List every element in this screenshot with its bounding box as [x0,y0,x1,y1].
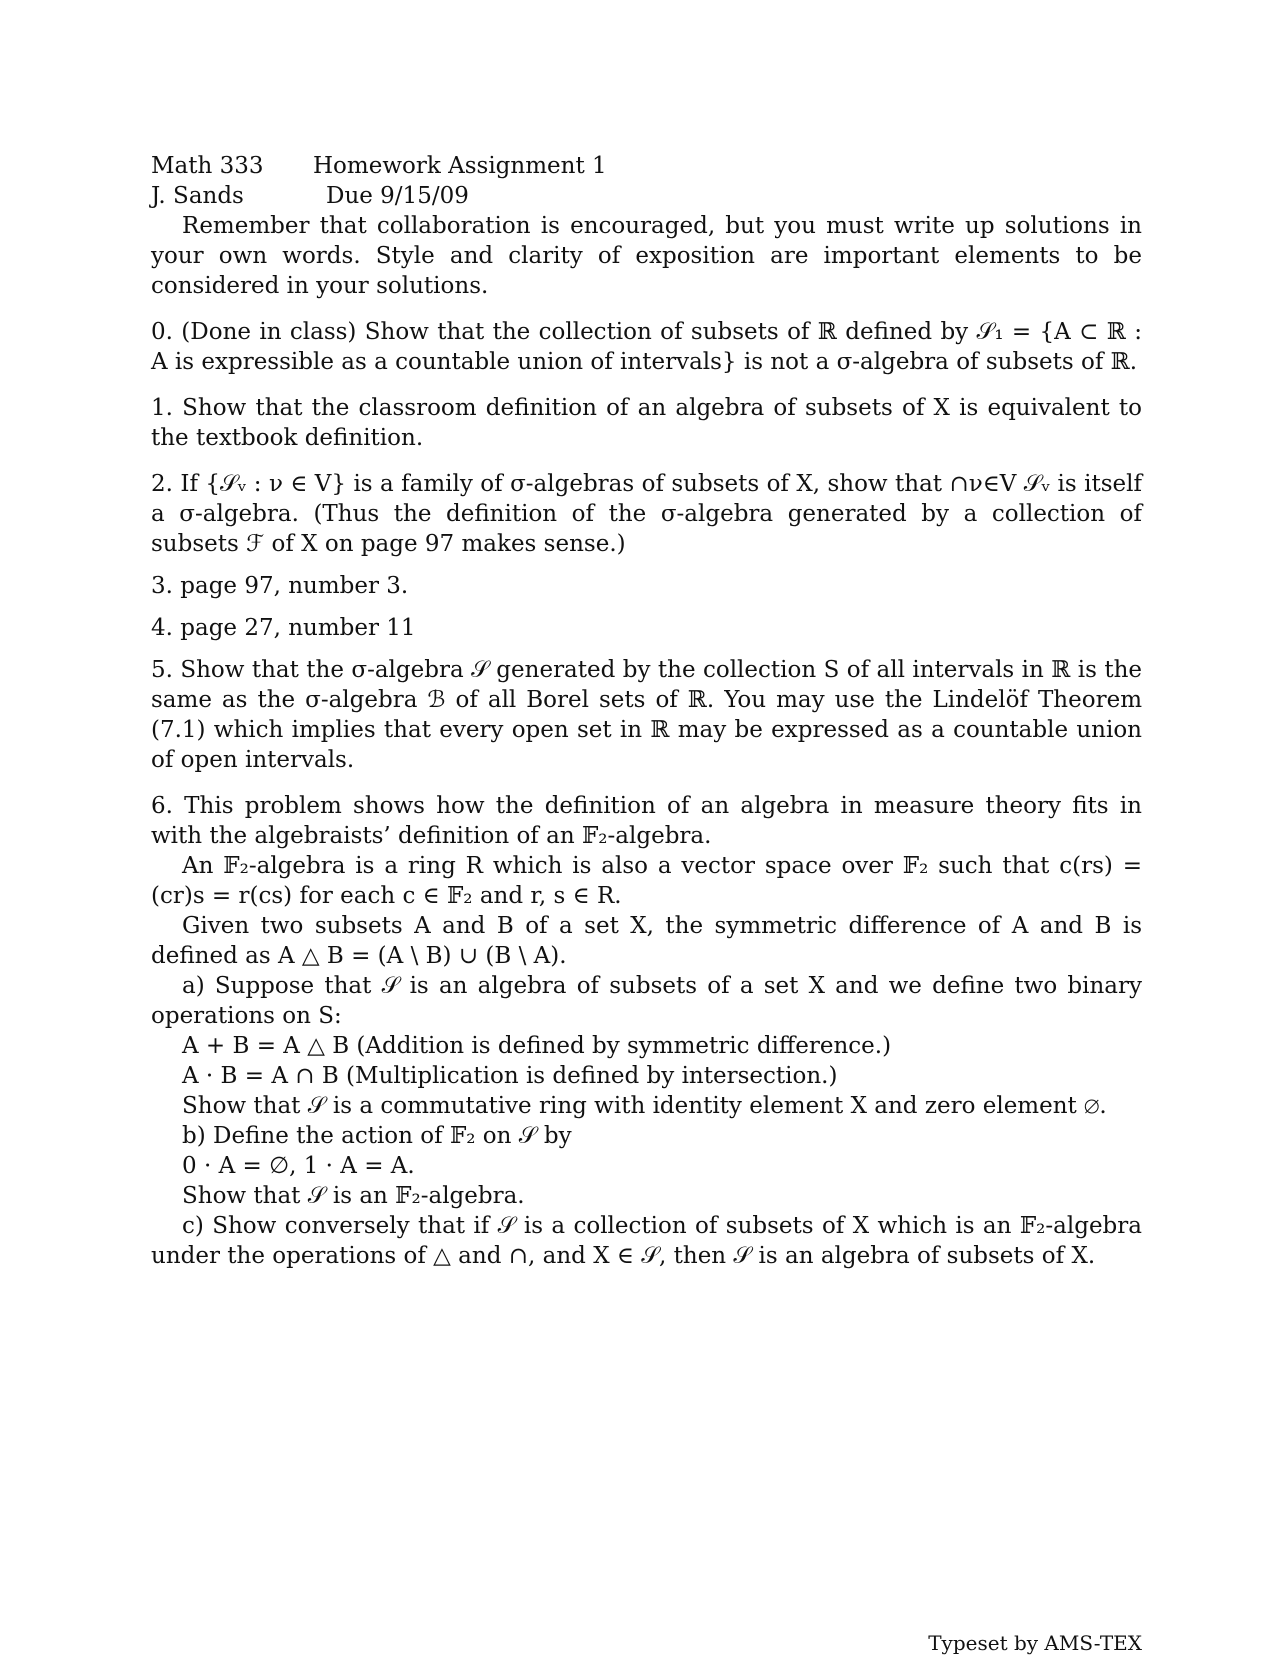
instructor-name: J. Sands [151,183,244,209]
problem-2: 2. If {𝒮ᵥ : ν ∈ V} is a family of σ-algebras of subsets of X, show that ∩ν∈V 𝒮ᵥ is itself a σ-algebra. (Thus the definition of the σ-algebra generated by a collection of subsets ℱ of X on page 97 makes sense.) [151,471,1142,557]
problem-6-symmetric-difference: Given two subsets A and B of a set X, the symmetric difference of A and B is defined as A △ B = (A \ B) ∪ (B \ A). [151,913,1142,969]
problem-6-part-c: c) Show conversely that if 𝒮 is a collection of subsets of X which is an 𝔽₂-algebra under the operations of △ and ∩, and X ∈ 𝒮, then 𝒮 is an algebra of subsets of X. [151,1213,1142,1269]
typeset-footer: Typeset by AMS-TEX [928,1631,1142,1655]
header-row-2 [151,181,1142,211]
problem-6-addition-definition: A + B = A △ B (Addition is defined by symmetric difference.) [182,1033,892,1059]
course-name: Math 333 [151,153,264,179]
problem-6-part-b-definition: 0 · A = ∅, 1 · A = A. [182,1153,415,1179]
problem-3: 3. page 97, number 3. [151,573,409,599]
intro-paragraph: Remember that collaboration is encouraged, but you must write up solutions in your own words. Style and clarity of exposition are important elements to be considered in your solutions. [151,213,1142,299]
assignment-title: Homework Assignment 1 [313,153,607,179]
problem-6-part-a-task: Show that 𝒮 is a commutative ring with identity element X and zero element ∅. [182,1093,1107,1119]
problem-6-part-a-intro: a) Suppose that 𝒮 is an algebra of subsets of a set X and we define two binary operations on S: [151,973,1142,1029]
problem-6-intro: 6. This problem shows how the definition of an algebra in measure theory fits in with the algebraists’ definition of an 𝔽₂-algebra. [151,793,1142,849]
problem-6-part-b-intro: b) Define the action of 𝔽₂ on 𝒮 by [182,1123,572,1149]
header-row-1 [151,151,1142,181]
problem-4: 4. page 27, number 11 [151,615,416,641]
problem-6-ring-definition: An 𝔽₂-algebra is a ring R which is also a vector space over 𝔽₂ such that c(rs) = (cr)s = r(cs) for each c ∈ 𝔽₂ and r, s ∈ R. [151,853,1142,909]
problem-6 [151,791,1142,1271]
problem-1: 1. Show that the classroom definition of an algebra of subsets of X is equivalent to the textbook definition. [151,395,1142,451]
problem-6-part-b-task: Show that 𝒮 is an 𝔽₂-algebra. [182,1183,525,1209]
document-body [151,151,1142,1271]
problem-6-multiplication-definition: A · B = A ∩ B (Multiplication is defined by intersection.) [182,1063,838,1089]
problem-5: 5. Show that the σ-algebra 𝒮 generated by the collection S of all intervals in ℝ is the same as the σ-algebra ℬ of all Borel sets of ℝ. You may use the Lindelöf Theorem (7.1) which implies that every open set in ℝ may be expressed as a countable union of open intervals. [151,657,1142,773]
problem-0: 0. (Done in class) Show that the collection of subsets of ℝ defined by 𝒮₁ = {A ⊂ ℝ : A is expressible as a countable union of intervals} is not a σ-algebra of subsets of ℝ. [151,319,1142,375]
due-date: Due 9/15/09 [326,183,469,209]
